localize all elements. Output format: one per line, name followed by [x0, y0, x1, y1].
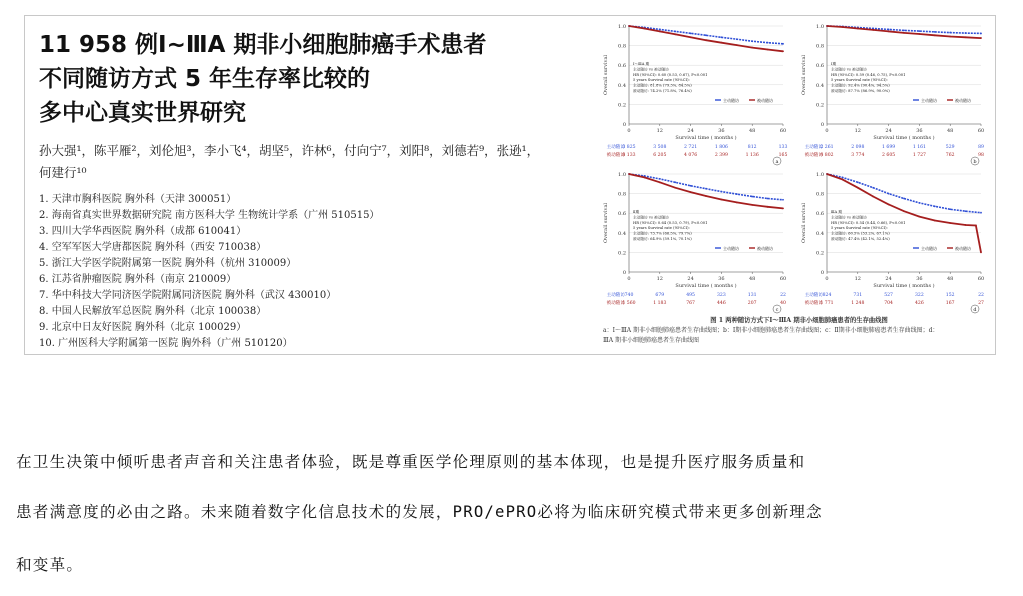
curve-point — [659, 29, 661, 31]
affiliation: 3. 四川大学华西医院 胸外科（成都 610041） — [39, 226, 247, 237]
legend-label: 主动随访 — [921, 98, 937, 103]
affiliation: 10. 广州医科大学附属第一医院 胸外科（广州 510120） — [39, 338, 293, 349]
risk-table-cell: 1 806 — [714, 145, 728, 150]
author-list — [39, 140, 599, 184]
annotation-line: 主动随访 vs 被动随访 — [831, 67, 867, 72]
affiliation: 1. 天津市胸科医院 胸外科（天津 300051） — [39, 194, 237, 205]
km-chart — [795, 20, 993, 168]
annotation-line: HR (95%CI): 0.60 (0.53, 0.67), P<0.001 — [633, 72, 708, 77]
curve-point — [659, 30, 661, 32]
figure-caption — [603, 316, 995, 346]
annotation-line: 主动随访: 73.7% (66.5%, 79.7%) — [633, 231, 692, 236]
affiliation: 4. 空军军医大学唐都医院 胸外科（西安 710038） — [39, 242, 267, 253]
curve-point — [888, 30, 890, 32]
annotation-line: 被动随访: 74.2% (71.8%, 76.4%) — [633, 89, 692, 93]
title-line-1: 11 958 例Ⅰ~ⅢA 期非小细胞肺癌手术患者 — [39, 32, 487, 58]
y-tick-label: 1.0 — [618, 172, 626, 178]
risk-table-cell: 731 — [853, 293, 863, 298]
curve-point — [934, 34, 936, 36]
curve-point — [965, 32, 967, 34]
y-tick-label: 0.6 — [816, 63, 824, 70]
x-tick-label: 48 — [749, 128, 756, 134]
risk-table-cell: 767 — [686, 301, 695, 306]
affiliation: 6. 江苏省肿瘤医院 胸外科（南京 210009） — [39, 274, 237, 285]
y-tick-label: 0.8 — [618, 191, 626, 198]
y-tick-label: 0.8 — [816, 43, 824, 50]
risk-table-cell: 762 — [945, 153, 955, 158]
annotation-line: 主动随访: 92.4% (90.4%, 94.5%) — [831, 83, 890, 88]
risk-table-label: 被动随访 — [804, 301, 823, 306]
km-chart — [597, 20, 795, 168]
legend-label: 被动随访 — [955, 246, 971, 251]
annotation-line: 主动随访 vs 被动随访 — [633, 67, 669, 72]
curve-point — [949, 208, 951, 210]
authors-line-2: 何建行¹⁰ — [39, 165, 87, 180]
y-tick-label: 0 — [622, 122, 626, 128]
curve-point — [721, 191, 723, 193]
risk-table-cell: 3 825 — [622, 145, 636, 150]
curve-point — [659, 181, 661, 183]
figure-frame — [24, 15, 996, 355]
risk-table-cell: 89 — [978, 145, 984, 150]
curve-point — [934, 31, 936, 33]
risk-table-label: 被动随访 — [606, 301, 625, 306]
legend-label: 被动随访 — [757, 98, 773, 103]
x-tick-label: 48 — [947, 128, 954, 134]
affiliation: 7. 华中科技大学同济医学院附属同济医院 胸外科（武汉 430010） — [39, 290, 337, 301]
curve-point — [721, 199, 723, 201]
curve-point — [919, 33, 921, 35]
legend-label: 主动随访 — [723, 246, 739, 251]
curve-point — [644, 177, 646, 179]
title-line-2: 不同随访方式 5 年生存率比较的 — [39, 66, 371, 92]
x-tick-label: 36 — [718, 276, 725, 282]
curve-point — [980, 37, 982, 39]
curve-point — [975, 225, 977, 227]
curve-point — [857, 187, 859, 189]
affiliation: 2. 海南省真实世界数据研究院 南方医科大学 生物统计学系（广州 510515） — [39, 210, 380, 221]
curve-point — [751, 40, 753, 42]
annotation-line: HR (95%CI): 0.64 (0.53, 0.79), P<0.001 — [633, 220, 708, 225]
paper-header — [39, 28, 599, 352]
curve-point — [705, 39, 707, 41]
y-axis-label: Overall survival — [801, 54, 807, 96]
title-line-3: 多中心真实世界研究 — [39, 100, 246, 126]
risk-table-cell: 6 205 — [653, 153, 667, 158]
y-tick-label: 0.4 — [816, 82, 824, 89]
curve-point — [782, 50, 784, 52]
x-tick-label: 24 — [885, 128, 892, 134]
annotation-line: HR (95%CI): 0.59 (0.46, 0.75), P<0.001 — [831, 72, 906, 77]
curve-point — [919, 216, 921, 218]
y-tick-label: 1.0 — [816, 172, 824, 178]
risk-table-cell: 704 — [884, 301, 893, 306]
risk-table-cell: 207 — [747, 301, 757, 306]
curve-point — [919, 30, 921, 32]
x-tick-label: 0 — [627, 276, 631, 282]
x-tick-label: 60 — [779, 128, 787, 134]
y-tick-label: 0.4 — [816, 230, 824, 237]
km-chart — [597, 168, 795, 316]
risk-table-cell: 165 — [778, 153, 788, 158]
curve-point — [628, 25, 630, 27]
risk-table-cell: 2 098 — [851, 145, 865, 150]
curve-point — [659, 178, 661, 180]
curve-point — [736, 44, 738, 46]
risk-table-cell: 527 — [884, 293, 893, 298]
risk-table-cell: 22 — [978, 293, 984, 298]
curve-point — [782, 199, 784, 201]
curve-point — [965, 36, 967, 38]
y-tick-label: 0.2 — [618, 250, 626, 257]
risk-table-cell: 3 774 — [851, 153, 865, 158]
risk-table-cell: 152 — [945, 293, 955, 298]
risk-table-cell: 27 — [978, 301, 984, 306]
curve-point — [842, 26, 844, 28]
curve-point — [888, 29, 890, 31]
curve-point — [721, 36, 723, 38]
risk-table-cell: 529 — [945, 145, 955, 150]
y-tick-label: 0.6 — [618, 211, 626, 218]
survival-panel-c — [597, 168, 795, 316]
x-tick-label: 48 — [947, 276, 954, 282]
authors-line-1: 孙大强¹，陈平雁²，刘伦旭³，李小飞⁴，胡坚⁵，许林⁶，付向宁⁷，刘阳⁸，刘德若⁹，张逊¹， — [39, 143, 540, 158]
risk-table-cell: 4 076 — [684, 153, 698, 158]
curve-point — [980, 33, 982, 35]
annotation-line: 被动随访: 47.4% (42.1%, 52.4%) — [831, 237, 890, 241]
curve-point — [888, 203, 890, 205]
risk-table-cell: 1 727 — [912, 153, 926, 158]
risk-table-cell: 812 — [747, 145, 757, 150]
survival-panel-d — [795, 168, 993, 316]
survival-panel-b — [795, 20, 993, 168]
annotation-line: Ⅰ～ⅢA 期 — [633, 62, 650, 66]
survival-panel-a — [597, 20, 795, 168]
curve-point — [705, 195, 707, 197]
risk-table-cell: 824 — [822, 293, 832, 298]
curve-point — [674, 187, 676, 189]
annotation-line: ⅢA 期 — [831, 210, 843, 214]
x-axis-label: Survival time ( months ) — [675, 135, 737, 141]
risk-table-label: 主动随访 — [606, 145, 625, 150]
risk-table-cell: 4 802 — [820, 153, 834, 158]
x-tick-label: 12 — [656, 276, 663, 282]
curve-point — [721, 42, 723, 44]
x-tick-label: 12 — [854, 128, 861, 134]
x-tick-label: 48 — [749, 276, 756, 282]
risk-table-cell: 1 699 — [882, 145, 896, 150]
risk-table-cell: 679 — [655, 293, 665, 298]
x-tick-label: 24 — [687, 128, 694, 134]
curve-point — [826, 25, 828, 27]
curve-point — [903, 30, 905, 32]
y-axis-label: Overall survival — [603, 54, 609, 96]
affiliation: 5. 浙江大学医学院附属第一医院 胸外科（杭州 310009） — [39, 258, 297, 269]
risk-table-cell: 1 161 — [912, 145, 926, 150]
panel-label: a — [775, 159, 779, 165]
curve-point — [903, 210, 905, 212]
y-tick-label: 0.8 — [816, 191, 824, 198]
caption-title: 图 1 两种随访方式下Ⅰ～ⅢA 期非小细胞肺癌患者的生存曲线图 — [710, 317, 888, 324]
risk-table-label: 被动随访 — [606, 153, 625, 158]
x-axis-label: Survival time ( months ) — [873, 135, 935, 141]
risk-table-cell: 8 133 — [622, 153, 636, 158]
y-axis-label: Overall survival — [801, 202, 807, 244]
y-tick-label: 1.0 — [816, 24, 824, 30]
curve-point — [842, 178, 844, 180]
risk-table-label: 主动随访 — [804, 293, 823, 298]
curve-point — [705, 188, 707, 190]
curve-point — [767, 42, 769, 44]
curve-point — [736, 38, 738, 40]
body-text-line-3: 和变革。 — [16, 556, 84, 574]
curve-point — [949, 36, 951, 38]
x-tick-label: 36 — [916, 128, 923, 134]
annotation-line: 被动随访: 87.7% (86.9%, 90.0%) — [831, 89, 890, 93]
curve-point — [751, 196, 753, 198]
risk-table-cell: 1 771 — [820, 301, 834, 306]
y-tick-label: 0.6 — [618, 63, 626, 70]
x-axis-label: Survival time ( months ) — [675, 283, 737, 289]
risk-table-cell: 131 — [747, 293, 757, 298]
curve-point — [857, 181, 859, 183]
x-tick-label: 60 — [977, 276, 985, 282]
y-tick-label: 0 — [820, 270, 824, 276]
risk-table-label: 被动随访 — [804, 153, 823, 158]
affiliation: 8. 中国人民解放军总医院 胸外科（北京 100038） — [39, 306, 267, 317]
risk-table-cell: 1 136 — [745, 153, 759, 158]
curve-point — [690, 191, 692, 193]
curve-point — [690, 185, 692, 187]
survival-curve-passive — [629, 26, 783, 51]
risk-table-cell: 133 — [778, 145, 788, 150]
caption-line-2: ⅢA 期非小细胞肺癌患者生存曲线图 — [603, 337, 700, 344]
risk-table-cell: 98 — [978, 153, 984, 158]
x-axis-label: Survival time ( months ) — [873, 283, 935, 289]
annotation-line: HR (95%CI): 0.54 (0.44, 0.66), P<0.001 — [831, 220, 906, 225]
curve-point — [767, 49, 769, 51]
curve-point — [767, 198, 769, 200]
risk-table-cell: 426 — [915, 301, 924, 306]
risk-table-cell: 2 721 — [684, 145, 698, 150]
annotation-line: 主动随访 vs 被动随访 — [831, 215, 867, 220]
annotation-line: 主动随访: 60.5% (53.2%, 67.1%) — [831, 231, 890, 236]
curve-point — [782, 43, 784, 45]
y-tick-label: 0 — [820, 122, 824, 128]
curve-point — [857, 28, 859, 30]
curve-point — [782, 207, 784, 209]
y-tick-label: 0.2 — [618, 102, 626, 109]
risk-table-cell: 495 — [686, 293, 695, 298]
panel-label: d — [973, 307, 977, 313]
curve-point — [949, 32, 951, 34]
annotation-line: 5 years Survival rate (95%CI): — [831, 78, 888, 83]
y-tick-label: 0.2 — [816, 102, 824, 109]
x-tick-label: 60 — [977, 128, 985, 134]
risk-table-cell: 1 248 — [851, 301, 865, 306]
curve-point — [980, 212, 982, 214]
curve-point — [872, 187, 874, 189]
annotation-line: 5 years Survival rate (95%CI): — [633, 226, 690, 231]
x-tick-label: 12 — [854, 276, 861, 282]
curve-point — [888, 193, 890, 195]
annotation-line: 5 years Survival rate (95%CI): — [831, 226, 888, 231]
x-tick-label: 0 — [627, 128, 631, 134]
curve-point — [919, 202, 921, 204]
curve-point — [736, 193, 738, 195]
x-tick-label: 0 — [825, 128, 829, 134]
legend-label: 主动随访 — [723, 98, 739, 103]
y-tick-label: 0.2 — [816, 250, 824, 257]
curve-point — [842, 177, 844, 179]
affiliation: 9. 北京中日友好医院 胸外科（北京 100029） — [39, 322, 247, 333]
body-text-line-2: 患者满意度的必由之路。未来随着数字化信息技术的发展，PRO/ePRO必将为临床研究模式带来更多创新理念 — [16, 503, 823, 521]
y-axis-label: Overall survival — [603, 202, 609, 244]
paper-title — [39, 28, 599, 130]
curve-point — [934, 220, 936, 222]
curve-point — [934, 205, 936, 207]
risk-table-cell: 2 399 — [714, 153, 728, 158]
risk-table-label: 主动随访 — [606, 293, 625, 298]
x-tick-label: 60 — [779, 276, 787, 282]
curve-point — [674, 33, 676, 35]
x-tick-label: 36 — [718, 128, 725, 134]
y-tick-label: 1.0 — [618, 24, 626, 30]
curve-point — [736, 202, 738, 204]
survival-figure — [597, 20, 993, 352]
x-tick-label: 12 — [656, 128, 663, 134]
risk-table-cell: 1 183 — [653, 301, 667, 306]
curve-point — [690, 32, 692, 34]
curve-point — [674, 30, 676, 32]
annotation-line: 主动随访: 81.8% (79.3%, 84.5%) — [633, 83, 692, 88]
survival-curve-passive — [629, 174, 783, 208]
curve-point — [628, 173, 630, 175]
risk-table-cell: 22 — [780, 293, 786, 298]
annotation-line: 主动随访 vs 被动随访 — [633, 215, 669, 220]
y-tick-label: 0 — [622, 270, 626, 276]
risk-table-cell: 3 508 — [653, 145, 667, 150]
body-text-line-1: 在卫生决策中倾听患者声音和关注患者体验，既是尊重医学伦理原则的基本体现，也是提升医疗服务质量和 — [16, 453, 806, 471]
x-tick-label: 0 — [825, 276, 829, 282]
curve-point — [965, 224, 967, 226]
curve-point — [767, 206, 769, 208]
legend-label: 被动随访 — [955, 98, 971, 103]
curve-point — [705, 34, 707, 36]
affiliation-list — [39, 192, 599, 352]
annotation-line: Ⅰ期 — [831, 62, 837, 66]
risk-table-label: 主动随访 — [804, 145, 823, 150]
risk-table-cell: 446 — [717, 301, 726, 306]
curve-point — [751, 204, 753, 206]
curve-point — [949, 222, 951, 224]
risk-table-cell: 40 — [780, 301, 786, 306]
y-tick-label: 0.6 — [816, 211, 824, 218]
y-tick-label: 0.8 — [618, 43, 626, 50]
risk-table-cell: 2 261 — [820, 145, 834, 150]
panel-label: b — [973, 159, 977, 165]
annotation-line: 被动随访: 64.9% (59.1%, 70.1%) — [633, 237, 692, 241]
curve-point — [980, 252, 982, 254]
panel-label: c — [775, 307, 779, 313]
legend-label: 主动随访 — [921, 246, 937, 251]
y-tick-label: 0.4 — [618, 82, 626, 89]
risk-table-cell: 323 — [717, 293, 726, 298]
y-tick-label: 0.4 — [618, 230, 626, 237]
curve-point — [965, 210, 967, 212]
curve-point — [690, 36, 692, 38]
curve-point — [872, 196, 874, 198]
curve-point — [872, 29, 874, 31]
x-tick-label: 24 — [687, 276, 694, 282]
curve-point — [903, 32, 905, 34]
caption-line-1: a：Ⅰ～ⅢA 期非小细胞肺癌患者生存曲线图；b：Ⅰ期非小细胞肺癌患者生存曲线图；c：Ⅱ期非小细胞肺癌患者生存曲线图；d： — [603, 327, 939, 334]
annotation-line: Ⅱ期 — [633, 210, 640, 214]
km-chart — [795, 168, 993, 316]
x-tick-label: 24 — [885, 276, 892, 282]
risk-table-cell: 740 — [624, 293, 634, 298]
curve-point — [751, 47, 753, 49]
risk-table-cell: 1 560 — [622, 301, 636, 306]
curve-point — [644, 28, 646, 30]
risk-table-cell: 322 — [915, 293, 924, 298]
legend-label: 被动随访 — [757, 246, 773, 251]
risk-table-cell: 167 — [945, 301, 955, 306]
curve-point — [826, 173, 828, 175]
curve-point — [903, 198, 905, 200]
x-tick-label: 36 — [916, 276, 923, 282]
curve-point — [674, 181, 676, 183]
risk-table-cell: 2 605 — [882, 153, 896, 158]
annotation-line: 5 years Survival rate (95%CI): — [633, 78, 690, 83]
